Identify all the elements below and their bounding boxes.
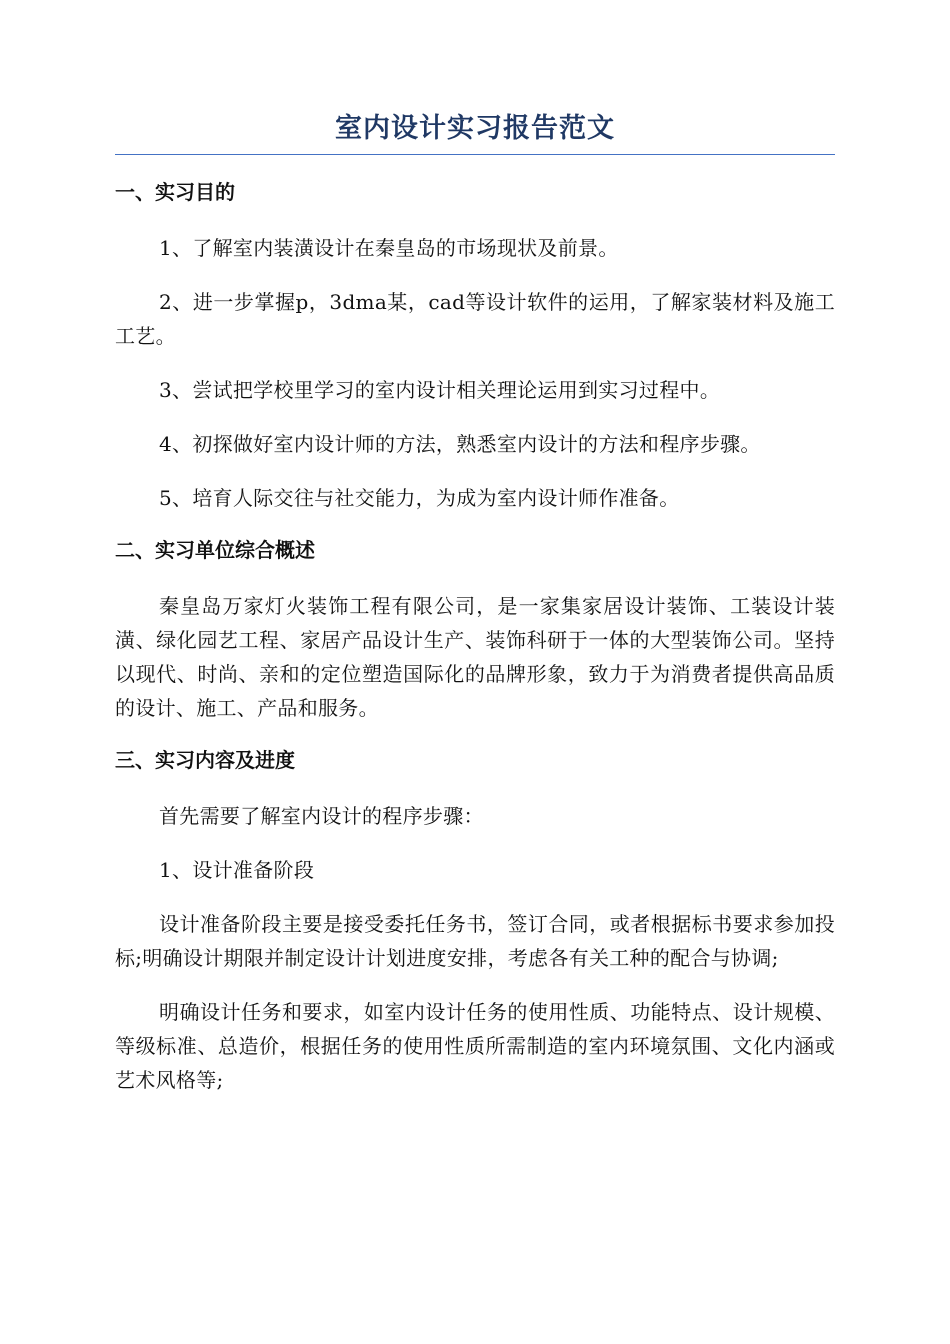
paragraph: 设计准备阶段主要是接受委托任务书，签订合同，或者根据标书要求参加投标;明确设计期限并制定设计计划进度安排，考虑各有关工种的配合与协调; — [115, 912, 835, 970]
document-page — [115, 110, 835, 1117]
section-internship-purpose — [115, 177, 835, 515]
paragraph: 1、了解室内装潢设计在秦皇岛的市场现状及前景。 — [159, 236, 619, 260]
paragraph: 1、设计准备阶段 — [159, 858, 315, 882]
section-internship-content — [115, 745, 835, 1097]
paragraph: 明确设计任务和要求，如室内设计任务的使用性质、功能特点、设计规模、等级标准、总造价，根据任务的使用性质所需制造的室内环境氛围、文化内涵或艺术风格等; — [115, 1000, 835, 1092]
document-title: 室内设计实习报告范文 — [335, 113, 615, 144]
section-heading: 一、实习目的 — [115, 180, 235, 204]
paragraph: 秦皇岛万家灯火装饰工程有限公司，是一家集家居设计装饰、工装设计装潢、绿化园艺工程、家居产品设计生产、装饰科研于一体的大型装饰公司。坚持以现代、时尚、亲和的定位塑造国际化的品牌形象，致力于为消费者提供高品质的设计、施工、产品和服务。 — [115, 594, 835, 720]
section-company-overview — [115, 535, 835, 725]
paragraph: 首先需要了解室内设计的程序步骤： — [159, 804, 484, 828]
section-heading: 二、实习单位综合概述 — [115, 538, 315, 562]
paragraph: 5、培育人际交往与社交能力，为成为室内设计师作准备。 — [159, 486, 680, 510]
paragraph: 2、进一步掌握p，3dma某，cad等设计软件的运用，了解家装材料及施工工艺。 — [115, 290, 835, 348]
section-heading: 三、实习内容及进度 — [115, 748, 295, 772]
title-underline — [115, 154, 835, 155]
paragraph: 3、尝试把学校里学习的室内设计相关理论运用到实习过程中。 — [159, 378, 721, 402]
paragraph: 4、初探做好室内设计师的方法，熟悉室内设计的方法和程序步骤。 — [159, 432, 761, 456]
